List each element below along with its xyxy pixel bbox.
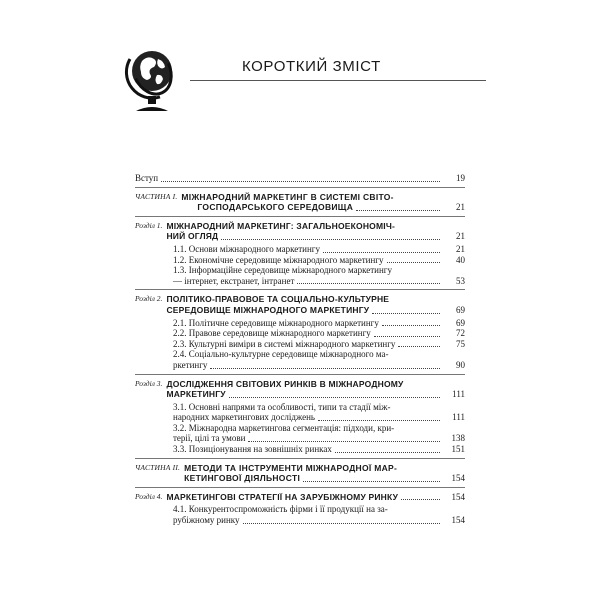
toc-intro-page: 19 bbox=[456, 173, 465, 183]
table-of-contents bbox=[135, 173, 465, 526]
item-1-2-text: 1.2. Економічне середовище міжнародного маркетингу bbox=[173, 254, 384, 265]
dot-leader bbox=[323, 252, 440, 253]
dot-leader bbox=[210, 368, 440, 369]
item-3-2-text: 3.2. Міжнародна маркетингова сегментація: підходи, кри- bbox=[173, 422, 395, 433]
item-4-1-page: 154 bbox=[451, 515, 465, 526]
dot-leader bbox=[398, 346, 440, 347]
section-3-label: Розділ 3. bbox=[135, 378, 163, 388]
toc-item-3-1 bbox=[135, 402, 465, 423]
item-3-3-page: 151 bbox=[451, 444, 465, 455]
toc-item-1-3 bbox=[135, 265, 465, 286]
dot-leader bbox=[318, 420, 440, 421]
item-2-4-text2: ркетингу bbox=[173, 359, 208, 370]
toc-section-2 bbox=[135, 294, 465, 315]
item-4-1-text: 4.1. Конкурентоспроможність фірми і її продукції на за- bbox=[173, 504, 388, 515]
part-1-label: ЧАСТИНА І. bbox=[135, 191, 178, 201]
section-1-title-line2: НИЙ ОГЛЯД bbox=[166, 231, 219, 242]
dot-leader bbox=[221, 239, 440, 240]
section-3-title-line2: МАРКЕТИНГУ bbox=[166, 389, 226, 400]
item-1-1-text: 1.1. Основи міжнародного маркетингу bbox=[173, 243, 320, 254]
divider bbox=[135, 289, 465, 290]
toc-part-2 bbox=[135, 463, 465, 484]
toc-item-2-3 bbox=[135, 339, 465, 350]
item-3-1-text: 3.1. Основні напрями та особливості, типи та стадії між- bbox=[173, 401, 391, 412]
item-2-3-page: 75 bbox=[456, 338, 465, 349]
part-2-label: ЧАСТИНА ІІ. bbox=[135, 462, 181, 472]
section-3-page: 111 bbox=[452, 389, 465, 400]
item-3-1-text2: народних маркетингових досліджень bbox=[173, 412, 316, 423]
section-2-title-line2: СЕРЕДОВИЩЕ МІЖНАРОДНОГО МАРКЕТИНГУ bbox=[166, 304, 370, 315]
dot-leader bbox=[229, 397, 440, 398]
dot-leader bbox=[335, 452, 440, 453]
part-1-page: 21 bbox=[456, 202, 465, 213]
toc-item-3-2 bbox=[135, 423, 465, 444]
part-1-title-line1: МІЖНАРОДНИЙ МАРКЕТИНГ В СИСТЕМІ СВІТО- bbox=[181, 191, 394, 202]
toc-item-4-1 bbox=[135, 504, 465, 525]
item-1-2-page: 40 bbox=[456, 254, 465, 265]
item-2-1-text: 2.1. Політичне середовище міжнародного маркетингу bbox=[173, 317, 379, 328]
item-2-4-text: 2.4. Соціально-культурне середовище міжнародного ма- bbox=[173, 349, 389, 360]
part-1-title-line2: ГОСПОДАРСЬКОГО СЕРЕДОВИЩА bbox=[197, 202, 354, 213]
dot-leader bbox=[356, 210, 440, 211]
part-2-page: 154 bbox=[451, 473, 465, 484]
dot-leader bbox=[382, 325, 440, 326]
section-1-title-line1: МІЖНАРОДНИЙ МАРКЕТИНГ: ЗАГАЛЬНОЕКОНОМІЧ- bbox=[166, 220, 396, 231]
title-bar bbox=[190, 58, 486, 75]
item-3-2-page: 138 bbox=[451, 433, 465, 444]
divider bbox=[135, 487, 465, 488]
toc-item-2-4 bbox=[135, 349, 465, 370]
toc-intro bbox=[135, 173, 465, 184]
toc-section-3 bbox=[135, 379, 465, 400]
toc-item-2-2 bbox=[135, 328, 465, 339]
section-1-page: 21 bbox=[456, 231, 465, 242]
section-2-label: Розділ 2. bbox=[135, 294, 163, 304]
item-1-1-page: 21 bbox=[456, 243, 465, 254]
toc-section-4 bbox=[135, 492, 465, 503]
item-2-4-page: 90 bbox=[456, 359, 465, 370]
toc-item-1-2 bbox=[135, 255, 465, 266]
divider bbox=[135, 458, 465, 459]
item-4-1-text2: рубіжному ринку bbox=[173, 515, 240, 526]
divider bbox=[135, 216, 465, 217]
item-1-3-text: 1.3. Інформаційне середовище міжнародного маркетингу bbox=[173, 265, 392, 276]
item-2-1-page: 69 bbox=[456, 317, 465, 328]
dot-leader bbox=[161, 181, 440, 182]
part-2-title-line2: КЕТИНГОВОЇ ДІЯЛЬНОСТІ bbox=[184, 473, 301, 484]
toc-item-3-3 bbox=[135, 444, 465, 455]
section-2-page: 69 bbox=[456, 304, 465, 315]
section-3-title-line1: ДОСЛІДЖЕННЯ СВІТОВИХ РИНКІВ В МІЖНАРОДНОМУ bbox=[166, 378, 404, 389]
title-underline bbox=[190, 80, 486, 81]
item-3-1-page: 111 bbox=[452, 412, 465, 423]
section-4-label: Розділ 4. bbox=[135, 491, 163, 501]
section-2-title-line1: ПОЛІТИКО-ПРАВОВОЕ ТА СОЦІАЛЬНО-КУЛЬТУРНЕ bbox=[166, 294, 390, 305]
part-2-title-line1: МЕТОДИ ТА ІНСТРУМЕНТИ МІЖНАРОДНОЇ МАР- bbox=[184, 462, 398, 473]
item-1-3-page: 53 bbox=[456, 275, 465, 286]
toc-section-1 bbox=[135, 221, 465, 242]
toc-item-1-1 bbox=[135, 244, 465, 255]
section-4-title-line1: МАРКЕТИНГОВІ СТРАТЕГІЇ НА ЗАРУБІЖНОМУ РИНКУ bbox=[166, 491, 399, 502]
toc-part-1 bbox=[135, 192, 465, 213]
globe-icon bbox=[124, 41, 182, 117]
divider bbox=[135, 187, 465, 188]
dot-leader bbox=[374, 336, 440, 337]
item-2-2-page: 72 bbox=[456, 328, 465, 339]
dot-leader bbox=[303, 481, 440, 482]
divider bbox=[135, 374, 465, 375]
page-title: КОРОТКИЙ ЗМІСТ bbox=[242, 58, 381, 75]
section-4-page: 154 bbox=[451, 491, 465, 502]
dot-leader bbox=[243, 523, 440, 524]
dot-leader bbox=[248, 441, 440, 442]
dot-leader bbox=[297, 283, 440, 284]
section-1-label: Розділ 1. bbox=[135, 220, 163, 230]
item-2-2-text: 2.2. Правове середовище міжнародного маркетингу bbox=[173, 328, 371, 339]
dot-leader bbox=[401, 499, 440, 500]
toc-item-2-1 bbox=[135, 318, 465, 329]
item-3-3-text: 3.3. Позиціонування на зовнішніх ринках bbox=[173, 444, 332, 455]
dot-leader bbox=[387, 262, 441, 263]
item-3-2-text2: терії, цілі та умови bbox=[173, 433, 246, 444]
dot-leader bbox=[372, 313, 440, 314]
item-2-3-text: 2.3. Культурні виміри в системі міжнародного маркетингу bbox=[173, 338, 396, 349]
toc-intro-label: Вступ bbox=[135, 173, 159, 183]
item-1-3-text2: — інтернет, екстранет, інтранет bbox=[173, 275, 295, 286]
